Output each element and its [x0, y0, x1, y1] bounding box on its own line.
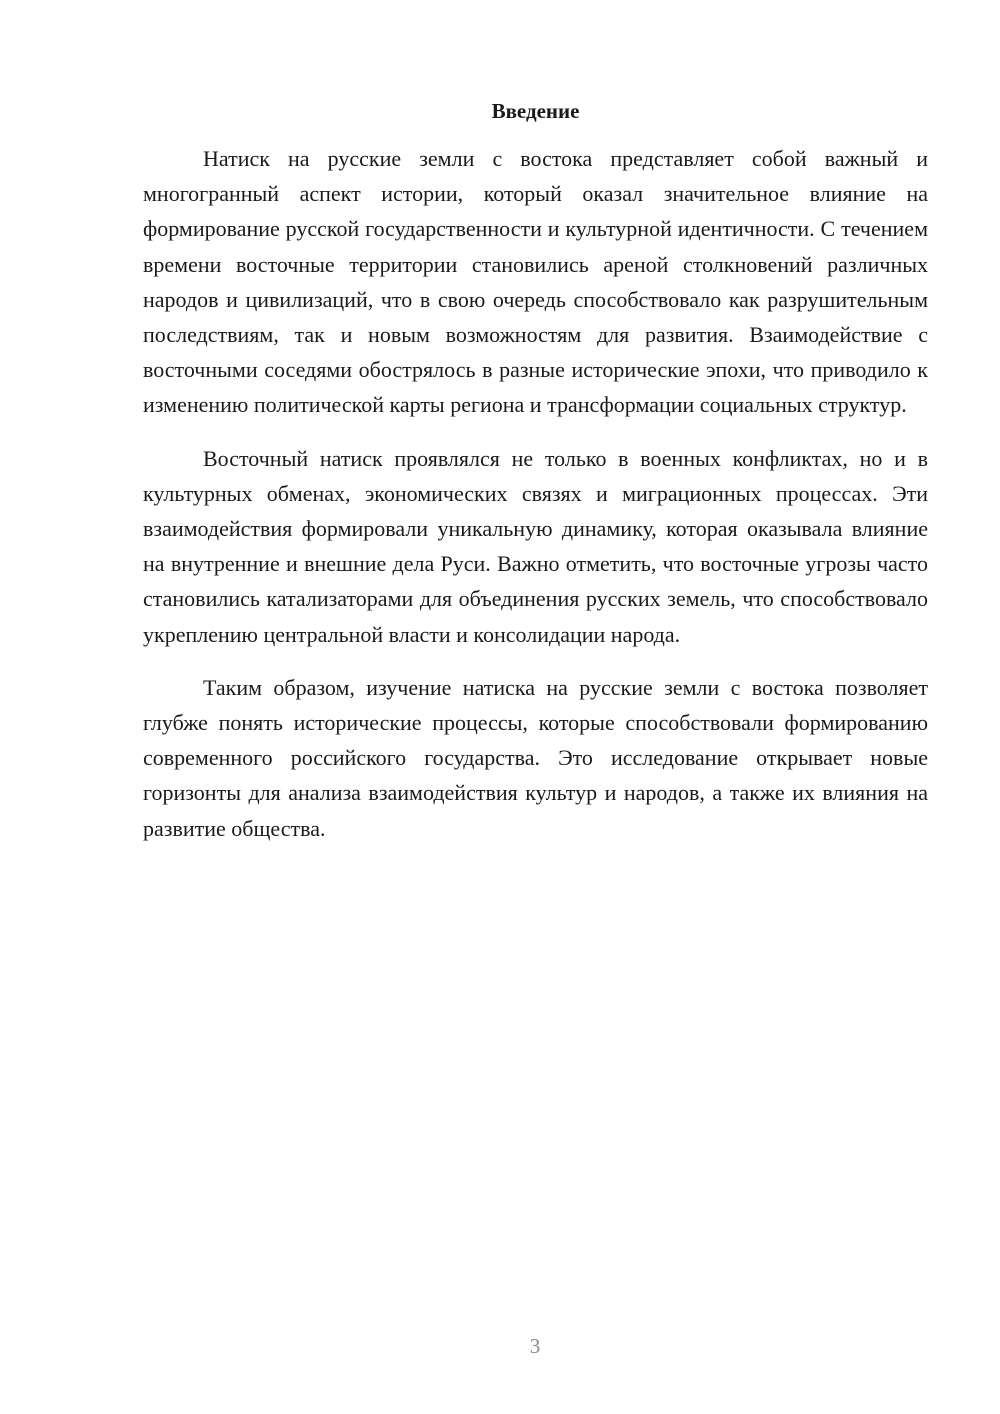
paragraph-1: Натиск на русские земли с востока представляет собой важный и многогранный аспект истории, который оказал значительное влияние на формирование русской государственности и культурной идентичности. С течением времени восточные территории становились ареной столкновений различных народов и цивилизаций, что в свою очередь способствовало как разрушительным последствиям, так и новым возможностям для развития. Взаимодействие с восточными соседями обострялось в разные исторические эпохи, что приводило к изменению политической карты региона и трансформации социальных структур. [143, 146, 928, 418]
body-text [143, 141, 928, 864]
paragraph-3: Таким образом, изучение натиска на русские земли с востока позволяет глубже понять исторические процессы, которые способствовали формированию современного российского государства. Это исследование открывает новые горизонты для анализа взаимодействия культур и народов, а также их влияния на развитие общества. [143, 674, 928, 841]
page-number: 3 [529, 1334, 541, 1358]
paragraph-2: Восточный натиск проявлялся не только в военных конфликтах, но и в культурных обменах, экономических связях и миграционных процессах. Эти взаимодействия формировали уникальную динамику, которая оказывала влияние на внутренние и внешние дела Руси. Важно отметить, что восточные угрозы часто становились катализаторами для объединения русских земель, что способствовало укреплению центральной власти и консолидации народа. [143, 445, 928, 647]
section-heading: Введение [491, 99, 580, 123]
